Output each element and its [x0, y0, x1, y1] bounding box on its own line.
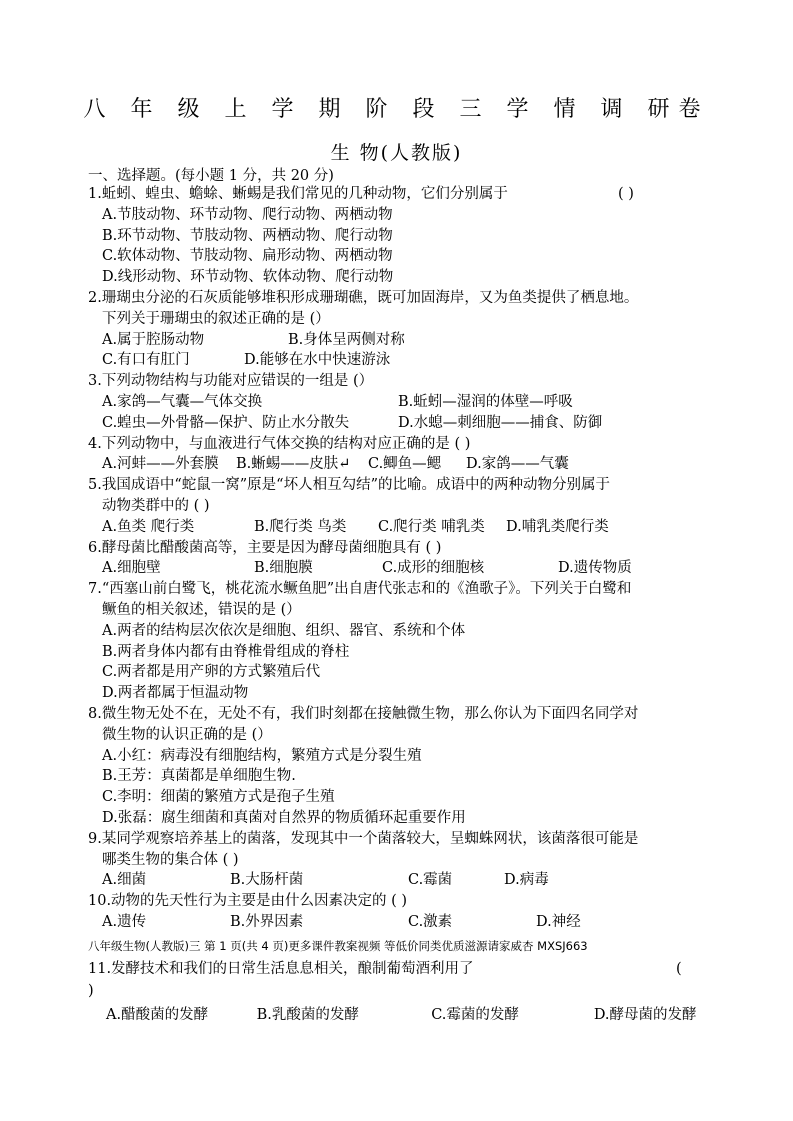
option-b: B.爬行类 鸟类 [254, 518, 347, 535]
question-8-option-d: D.张磊：腐生细菌和真菌对自然界的物质循环起重要作用 [102, 809, 466, 826]
option-b: B.大肠杆菌 [230, 872, 304, 889]
question-2-stem-cont: 下列关于珊瑚虫的叙述正确的是 (） [102, 310, 330, 327]
question-7-option-b: B.两者身体内都有由脊椎骨组成的脊柱 [102, 643, 350, 660]
option-b: B.蜥蜴——皮肤↵ [236, 456, 351, 473]
question-8-option-c: C.李明：细菌的繁殖方式是孢子生殖 [102, 789, 335, 806]
question-8-stem-cont: 微生物的认识正确的是 (） [102, 726, 272, 743]
question-3-options [88, 392, 718, 413]
answer-paren: ( ) [618, 186, 634, 202]
option-d: D.病毒 [504, 872, 549, 889]
question-1-option-a: A.节肢动物、环节动物、爬行动物、两栖动物 [102, 206, 393, 223]
question-2-stem: 2.珊瑚虫分泌的石灰质能够堆积形成珊瑚礁，既可加固海岸，又为鱼类提供了栖息地。 [88, 289, 639, 306]
question-10-stem: 10.动物的先天性行为主要是由什么因素决定的 ( ) [88, 893, 408, 910]
question-5-stem-cont: 动物类群中的 ( ) [102, 497, 210, 514]
question-11-text: 11.发酵技术和我们的日常生活息息相关，酿制葡萄酒利用了 [88, 961, 474, 977]
option-c: C.激素 [408, 913, 453, 930]
option-d: D.水螅—刺细胞——捕食、防御 [398, 414, 603, 431]
option-a: A.醋酸菌的发酵 [106, 1007, 209, 1023]
option-a: A.河蚌——外套膜 [102, 456, 219, 473]
option-d: D.哺乳类爬行类 [506, 518, 609, 535]
question-9-options [88, 870, 718, 891]
question-8-stem: 8.微生物无处不在，无处不有，我们时刻都在接触微生物，那么你认为下面四名同学对 [88, 705, 639, 722]
section-heading: 一、选择题。(每小题 1 分，共 20 分) [88, 168, 334, 184]
question-11-options [106, 1003, 697, 1024]
question-3-stem: 3.下列动物结构与功能对应错误的一组是 (） [88, 373, 374, 390]
question-11-stem [88, 958, 718, 980]
option-d: D.遗传物质 [558, 560, 632, 577]
question-8-option-b: B.王芳：真菌都是单细胞生物. [102, 768, 296, 785]
option-b: B.蚯蚓—湿润的体壁—呼吸 [398, 393, 573, 410]
question-3-options-2 [88, 413, 718, 434]
option-d: D.酵母菌的发酵 [593, 1007, 697, 1023]
option-c: C.有口有肛门 [102, 352, 190, 369]
exam-subtitle: 生 物(人教版) [330, 142, 463, 164]
question-7-option-c: C.两者都是用产卵的方式繁殖后代 [102, 664, 321, 681]
question-9-stem-cont: 哪类生物的集合体 ( ) [102, 851, 239, 868]
option-a: A.细胞壁 [102, 560, 161, 577]
page-footer: 八年级生物(人教版)三 第 1 页(共 4 页)更多课件教案视频 等低价同类优质滋源请家威杏 MXSJ663 [88, 939, 588, 953]
question-8-option-a: A.小红：病毒没有细胞结构，繁殖方式是分裂生殖 [102, 747, 422, 764]
question-1-option-d: D.线形动物、环节动物、软体动物、爬行动物 [102, 269, 394, 286]
option-d: D.家鸽——气囊 [466, 456, 569, 473]
option-a: A.家鸽—气囊—气体交换 [102, 393, 263, 410]
question-9-stem: 9.某同学观察培养基上的菌落，发现其中一个菌落较大，呈蜘蛛网状，该菌落很可能是 [88, 830, 639, 847]
answer-paren-close: ) [88, 983, 94, 999]
question-1-option-c: C.软体动物、节肢动物、扁形动物、两栖动物 [102, 248, 393, 265]
question-5-options [88, 517, 718, 538]
option-c: C.鲫鱼—鳃 [368, 456, 442, 473]
option-b: B.身体呈两侧对称 [288, 331, 405, 348]
question-2-options [88, 330, 718, 351]
question-7-option-a: A.两者的结构层次依次是细胞、组织、器官、系统和个体 [102, 622, 466, 639]
answer-paren-open: ( [676, 961, 682, 977]
option-b: B.外界因素 [230, 913, 304, 930]
question-2-options-2 [88, 350, 718, 371]
question-1-option-b: B.环节动物、节肢动物、两栖动物、爬行动物 [102, 227, 393, 244]
question-4-options [88, 454, 718, 475]
option-a: A.属于腔肠动物 [102, 331, 205, 348]
question-6-options [88, 558, 718, 579]
option-c: C.爬行类 哺乳类 [378, 518, 485, 535]
exam-title: 八 年 级 上 学 期 阶 段 三 学 情 调 研卷 [83, 97, 710, 122]
question-4-stem: 4.下列动物中，与血液进行气体交换的结构对应正确的是 ( ) [88, 435, 471, 452]
question-11 [88, 958, 718, 1002]
question-5-stem: 5.我国成语中“蛇鼠一窝”原是“坏人相互勾结”的比喻。成语中的两种动物分别属于 [88, 477, 610, 494]
question-1-text: 1.蚯蚓、蝗虫、蟾蜍、蜥蜴是我们常见的几种动物，它们分别属于 [88, 186, 508, 202]
question-7-option-d: D.两者都属于恒温动物 [102, 685, 249, 702]
option-a: A.遗传 [102, 913, 147, 930]
question-7-stem: 7.“西塞山前白鹭飞，桃花流水鳜鱼肥”出自唐代张志和的《渔歌子》。下列关于白鹭和 [88, 581, 632, 598]
option-c: C.蝗虫—外骨骼—保护、防止水分散失 [102, 414, 350, 431]
option-d: D.神经 [536, 913, 581, 930]
option-a: A.鱼类 爬行类 [102, 518, 195, 535]
option-b: B.乳酸菌的发酵 [256, 1007, 359, 1023]
option-c: C.霉菌的发酵 [431, 1007, 519, 1023]
option-d: D.能够在水中快速游泳 [244, 352, 391, 369]
question-1-stem [88, 184, 718, 205]
option-c: C.成形的细胞核 [382, 560, 485, 577]
option-a: A.细菌 [102, 872, 147, 889]
question-6-stem: 6.酵母菌比醋酸菌高等，主要是因为酵母菌细胞具有 ( ) [88, 539, 442, 556]
option-c: C.霉菌 [408, 872, 453, 889]
question-10-options [88, 912, 718, 933]
option-b: B.细胞膜 [254, 560, 313, 577]
question-7-stem-cont: 鳜鱼的相关叙述，错误的是 (） [102, 601, 301, 618]
questions-block [88, 184, 718, 933]
